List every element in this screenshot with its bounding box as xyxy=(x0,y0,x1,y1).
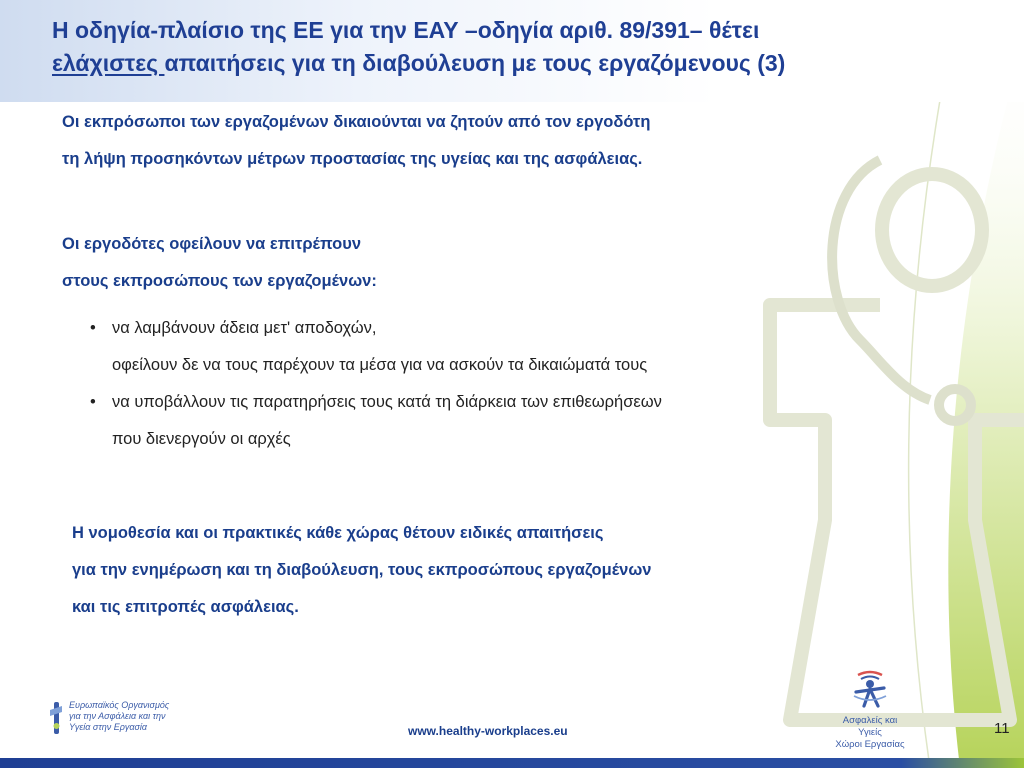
bullet-dot: • xyxy=(90,319,96,337)
campaign-logo-icon xyxy=(848,666,892,710)
paragraph-line: Οι εργοδότες οφείλουν να επιτρέπουν xyxy=(62,235,361,253)
paragraph-line: τη λήψη προσηκόντων μέτρων προστασίας της υγείας και της ασφάλειας. xyxy=(62,150,643,168)
campaign-logo xyxy=(830,666,910,751)
agency-logo-icon xyxy=(48,700,64,736)
campaign-name-line: Ασφαλείς και Υγιείς xyxy=(842,715,898,738)
bullet-item xyxy=(90,310,662,384)
obligations-bullet-list xyxy=(90,310,662,458)
campaign-name xyxy=(830,715,910,751)
bottom-bar xyxy=(0,758,1024,768)
page-number: 11 xyxy=(994,720,1010,737)
bullet-line: οφείλουν δε να τους παρέχουν τα μέσα για να ασκούν τα δικαιώματά τους xyxy=(112,356,648,374)
title-emphasis: ελάχιστες xyxy=(52,50,165,76)
green-swoosh xyxy=(948,40,1024,768)
agency-name-line: Ευρωπαϊκός Οργανισμός xyxy=(69,700,170,710)
bullet-line: που διενεργούν οι αρχές xyxy=(112,430,291,448)
bullet-dot: • xyxy=(90,393,96,411)
stethoscope-icon xyxy=(832,160,971,421)
paragraph-employer-obligations xyxy=(62,226,377,300)
paragraph-line: για την ενημέρωση και τη διαβούλευση, τους εκπροσώπους εργαζομένων xyxy=(72,561,652,579)
footer-url-link[interactable]: www.healthy-workplaces.eu xyxy=(408,724,568,738)
agency-logo xyxy=(48,700,169,736)
paragraph-line: Οι εκπρόσωποι των εργαζομένων δικαιούνται να ζητούν από τον εργοδότη xyxy=(62,113,651,131)
agency-name-line: για την Ασφάλεια και την xyxy=(69,711,166,721)
agency-name xyxy=(69,700,169,733)
title-line-1: Η οδηγία-πλαίσιο της ΕΕ για την ΕΑΥ –οδηγία αριθ. 89/391– θέτει xyxy=(52,17,760,43)
campaign-name-line: Χώροι Εργασίας xyxy=(835,739,905,750)
paragraph-representatives-rights xyxy=(62,104,650,178)
bullet-item xyxy=(90,384,662,458)
title-line-2 xyxy=(52,47,992,80)
paragraph-line: στους εκπροσώπους των εργαζομένων: xyxy=(62,272,377,290)
paragraph-line: και τις επιτροπές ασφάλειας. xyxy=(72,598,299,616)
title-line-2-rest: απαιτήσεις για τη διαβούλευση με τους εργαζόμενους (3) xyxy=(164,50,786,76)
paragraph-national-requirements xyxy=(72,515,651,626)
paragraph-line: Η νομοθεσία και οι πρακτικές κάθε χώρας θέτουν ειδικές απαιτήσεις xyxy=(72,524,604,542)
slide-title xyxy=(52,14,992,80)
bullet-line: να υποβάλλουν τις παρατηρήσεις τους κατά τη διάρκεια των επιθεωρήσεων xyxy=(112,393,662,411)
bullet-line: να λαμβάνουν άδεια μετ' αποδοχών, xyxy=(112,319,377,337)
agency-name-line: Υγεία στην Εργασία xyxy=(69,722,148,732)
